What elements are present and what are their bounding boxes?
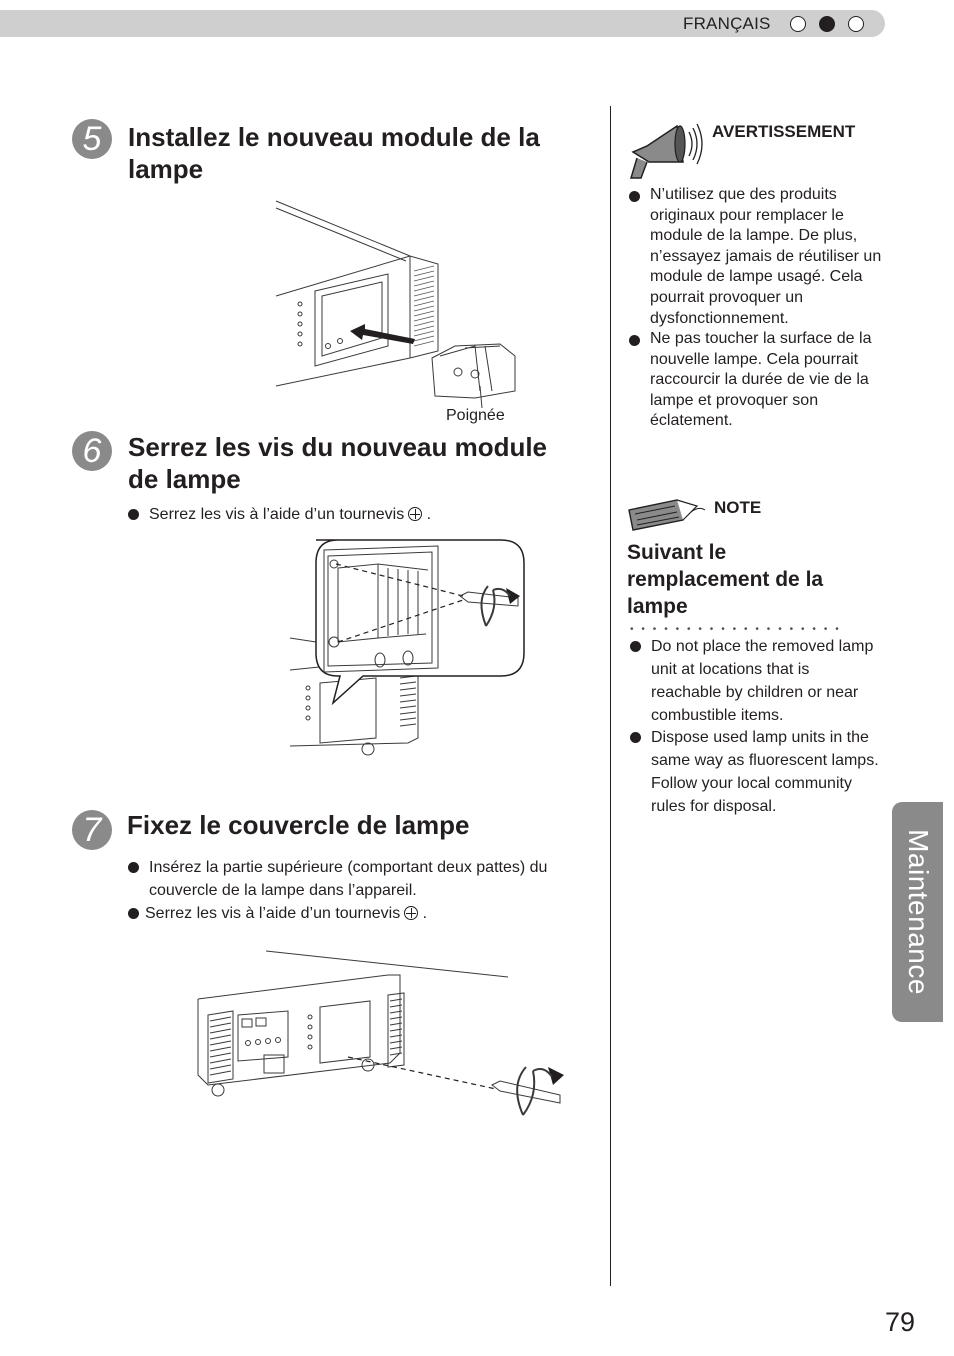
step-number-badge: 7 <box>72 810 112 850</box>
phillips-screwdriver-icon <box>404 906 418 920</box>
bullet-dot <box>629 191 640 202</box>
bullet-dot <box>128 862 139 873</box>
lamp-install-illustration <box>270 196 530 408</box>
note-bullet: Dispose used lamp units in the same way as fluorescent lamps. Follow your local community rules for disposal. <box>651 729 879 815</box>
bullet-dot <box>128 908 139 919</box>
step-title: Fixez le couvercle de lampe <box>127 810 470 840</box>
bullet-dot <box>630 641 641 652</box>
dotted-separator: ••••••••••••••••••• <box>630 624 847 635</box>
step-bullet: Serrez les vis à l’aide d’un tournevis . <box>149 506 432 523</box>
step-title: Installez le nouveau module de la lampe <box>128 122 540 184</box>
note-bullet: Do not place the removed lamp unit at locations that is reachable by children or near combustible items. <box>651 638 874 724</box>
bullet-dot <box>630 732 641 743</box>
bullet-dot <box>128 509 139 520</box>
section-tab-maintenance[interactable] <box>892 802 943 1022</box>
section-tab-label: Maintenance <box>902 829 934 995</box>
warning-bullet: N’utilisez que des produits originaux pour remplacer le module de la lampe. De plus, n’essayez jamais de réutiliser un module de lampe usagé. Cela pourrait provoquer un dysfonctionnement. <box>650 186 882 327</box>
step-number-badge: 5 <box>72 119 112 159</box>
megaphone-icon <box>627 118 707 182</box>
language-indicator-dot-active <box>819 16 835 32</box>
step-number-badge: 6 <box>72 431 112 471</box>
warning-heading: AVERTISSEMENT <box>712 122 856 141</box>
bullet-dot <box>629 335 640 346</box>
language-label: FRANÇAIS <box>683 14 771 33</box>
pencil-icon <box>627 496 709 532</box>
step-bullet: Serrez les vis à l’aide d’un tournevis . <box>145 905 428 922</box>
page-number: 79 <box>885 1307 916 1337</box>
step-title: Serrez les vis du nouveau module de lampe <box>128 432 548 494</box>
cover-attach-illustration <box>178 945 578 1125</box>
step-bullet: Insérez la partie supérieure (comportant deux pattes) du couvercle de la lampe dans l’appareil. <box>149 859 548 899</box>
language-indicator-dot <box>790 16 806 32</box>
note-heading: NOTE <box>714 498 762 517</box>
screw-tighten-illustration <box>288 538 528 758</box>
warning-bullet: Ne pas toucher la surface de la nouvelle lampe. Cela pourrait raccourcir la durée de vie de la lampe et provoquer son éclatement. <box>650 330 872 430</box>
note-subheading: Suivant le remplacement de la lampe <box>627 541 824 618</box>
phillips-screwdriver-icon <box>408 507 422 521</box>
handle-caption: Poignée <box>446 407 505 424</box>
language-indicator-dot <box>848 16 864 32</box>
column-divider <box>610 106 611 1286</box>
